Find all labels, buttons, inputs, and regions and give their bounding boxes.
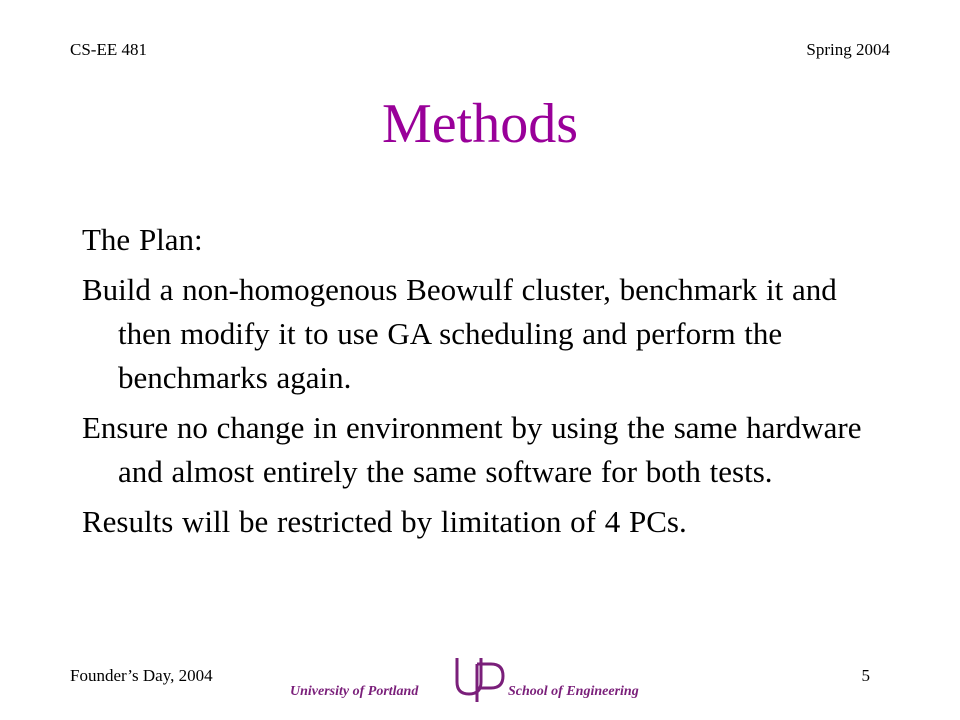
term-label: Spring 2004 <box>806 40 890 59</box>
paragraph: Results will be restricted by limitation of 4 PCs. <box>82 504 687 539</box>
page-number: 5 <box>861 666 870 685</box>
course-label: CS-EE 481 <box>70 40 147 59</box>
up-logo-icon <box>453 654 509 704</box>
paragraph: Build a non-homogenous Beowulf cluster, benchmark it and then modify it to use GA scheduling and perform the benchmarks again. <box>82 272 837 395</box>
footer-logo <box>290 654 670 704</box>
slide-title: Methods <box>382 93 578 155</box>
school-label: School of Engineering <box>508 684 639 699</box>
slide-body <box>82 218 892 550</box>
paragraph: Ensure no change in environment by using the same hardware and almost entirely the same software for both tests. <box>82 410 862 489</box>
university-label: University of Portland <box>290 684 419 699</box>
paragraph: The Plan: <box>82 222 203 257</box>
event-label: Founder’s Day, 2004 <box>70 666 213 685</box>
